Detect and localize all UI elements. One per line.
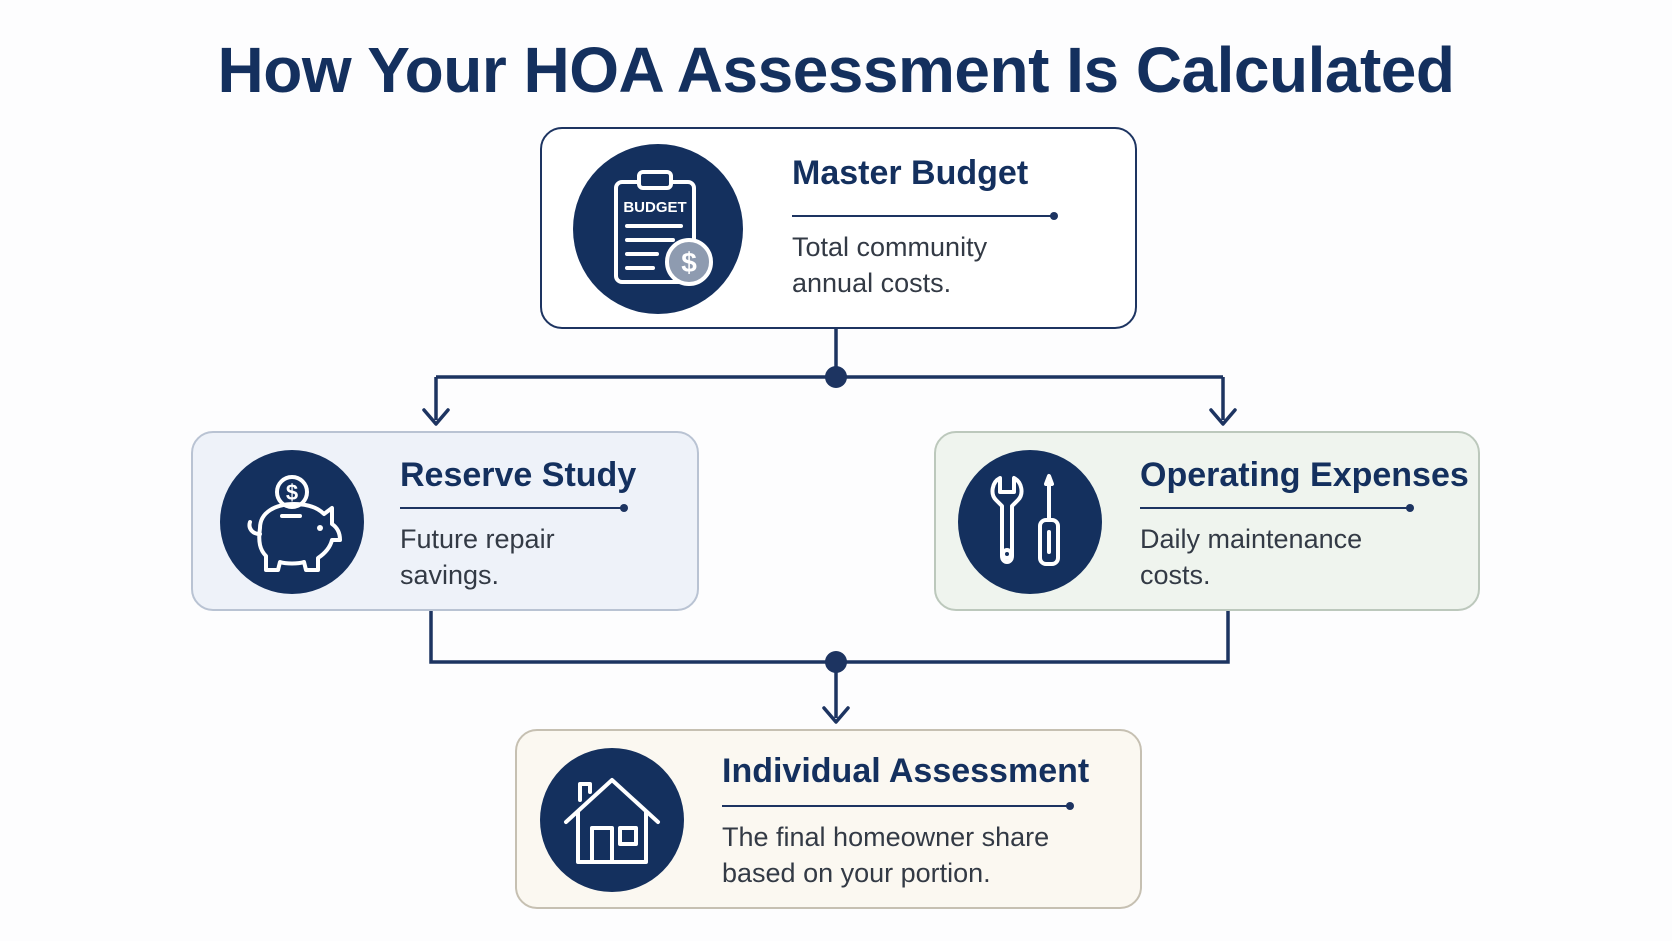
- budget-clipboard-icon: [573, 144, 743, 314]
- master-budget-description: [792, 229, 987, 301]
- operating-desc-line1: Daily maintenance: [1140, 524, 1363, 554]
- operating-expenses-description: [1140, 521, 1362, 593]
- arrowhead-reserve: [424, 410, 448, 424]
- reserve-desc-line1: Future repair: [400, 524, 555, 554]
- wrench-screwdriver-icon: [958, 450, 1102, 594]
- arrowhead-individual: [824, 708, 848, 722]
- budget-icon-label: BUDGET: [623, 199, 687, 216]
- master-budget-card: [540, 127, 1137, 329]
- operating-expenses-rule: [1140, 507, 1410, 509]
- page-title: How Your HOA Assessment Is Calculated: [217, 34, 1455, 106]
- split-junction-dot: [825, 366, 847, 388]
- budget-icon-dollar: $: [681, 247, 697, 278]
- individual-assessment-card: [515, 729, 1142, 909]
- reserve-study-description: [400, 521, 555, 593]
- master-desc-line2: annual costs.: [792, 268, 952, 298]
- individual-desc-line2: based on your portion.: [722, 858, 991, 888]
- master-budget-title: Master Budget: [792, 154, 1029, 192]
- merge-junction-dot: [825, 651, 847, 673]
- individual-assessment-title: Individual Assessment: [722, 752, 1090, 790]
- operating-desc-line2: costs.: [1140, 560, 1211, 590]
- reserve-study-card: [191, 431, 699, 611]
- master-budget-rule: [792, 215, 1054, 217]
- reserve-desc-line2: savings.: [400, 560, 500, 590]
- operating-expenses-card: [934, 431, 1480, 611]
- individual-assessment-description: [722, 819, 1049, 891]
- connector-from-operating: [836, 611, 1228, 662]
- piggy-bank-icon: [220, 450, 364, 594]
- reserve-study-rule: [400, 507, 624, 509]
- individual-assessment-rule: [722, 805, 1070, 807]
- arrowhead-operating: [1211, 410, 1235, 424]
- master-desc-line1: Total community: [792, 232, 988, 262]
- individual-desc-line1: The final homeowner share: [722, 822, 1050, 852]
- connector-from-reserve: [431, 611, 836, 662]
- piggy-icon-dollar: $: [285, 480, 299, 505]
- reserve-study-title: Reserve Study: [400, 456, 637, 494]
- house-icon: [540, 748, 684, 892]
- operating-expenses-title: Operating Expenses: [1140, 456, 1469, 494]
